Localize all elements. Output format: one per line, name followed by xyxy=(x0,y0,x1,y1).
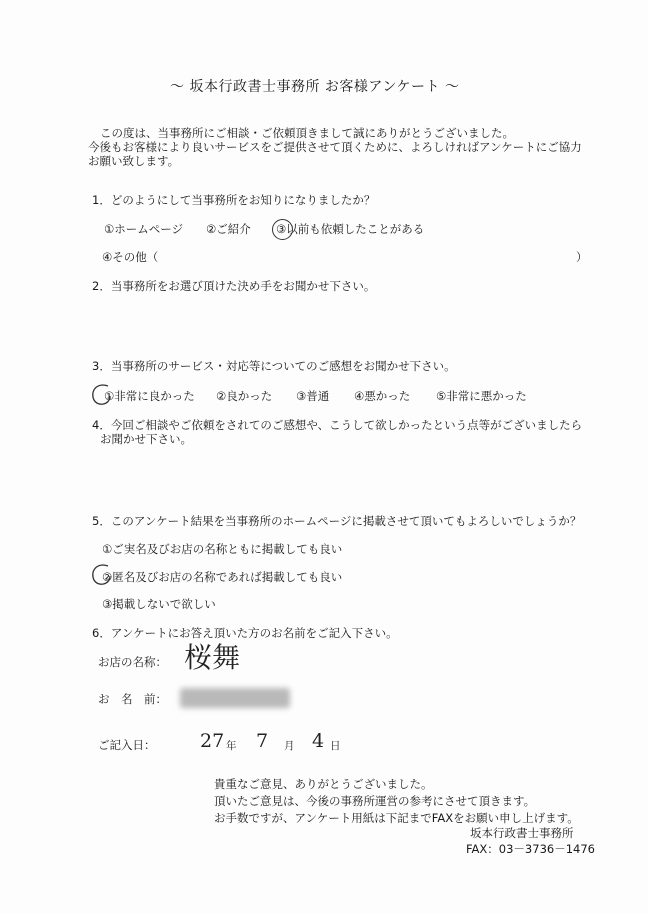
date-year-value[interactable]: 27 xyxy=(200,730,225,752)
q1-option-3[interactable]: ③以前も依頼したことがある xyxy=(276,222,425,236)
intro-line-2: 今後もお客様により良いサービスをご提供させて頂くために、よろしければアンケートにご協力 xyxy=(88,140,582,154)
customer-name-redacted xyxy=(180,688,290,708)
q3-option-1[interactable]: ①非常に良かった xyxy=(104,389,195,403)
q5-option-3[interactable]: ③掲載しないで欲しい xyxy=(102,597,216,611)
office-fax: FAX：03－3736－1476 xyxy=(466,842,595,856)
intro-line-3: お願い致します。 xyxy=(88,154,180,168)
q6-question: 6．アンケートにお答え頂いた方のお名前をご記入下さい。 xyxy=(92,626,398,640)
office-name: 坂本行政書士事務所 xyxy=(470,826,574,840)
closing-line-1: 貴重なご意見、ありがとうございました。 xyxy=(214,777,433,791)
date-day-unit: 日 xyxy=(330,740,341,752)
q3-option-3[interactable]: ③普通 xyxy=(296,389,330,403)
closing-line-2: 頂いたご意見は、今後の事務所運営の参考にさせて頂きます。 xyxy=(214,794,536,808)
q1-question: 1．どのようにして当事務所をお知りになりましたか？ xyxy=(92,193,376,207)
q4-question-line-1: 4．今回ご相談やご依頼をされてのご感想や、こうして欲しかったという点等がございましたら xyxy=(92,418,583,432)
closing-line-3: お手数ですが、アンケート用紙は下記までFAXをお願い申し上げます。 xyxy=(214,811,579,825)
date-year-unit: 年 xyxy=(226,740,237,752)
shop-name-label: お店の名称： xyxy=(98,655,167,669)
q3-question: 3．当事務所のサービス・対応等についてのご感想をお聞かせ下さい。 xyxy=(92,359,456,373)
q3-selection-circle xyxy=(88,380,116,408)
page-title: 〜 坂本行政書士事務所 お客様アンケート 〜 xyxy=(170,79,460,95)
q5-question: 5．このアンケート結果を当事務所のホームページに掲載させて頂いてもよろしいでしょうか？ xyxy=(92,514,582,528)
q3-option-4[interactable]: ④悪かった xyxy=(354,389,411,403)
q1-option-4-close: ） xyxy=(576,250,588,264)
q5-option-1[interactable]: ①ご実名及びお店の名称ともに掲載しても良い xyxy=(102,542,343,556)
date-day-value[interactable]: 4 xyxy=(312,730,325,752)
q2-question: 2．当事務所をお選び頂けた決め手をお聞かせ下さい。 xyxy=(92,279,376,293)
q1-option-4[interactable]: ④その他（ xyxy=(102,250,159,264)
q3-option-2[interactable]: ②良かった xyxy=(216,389,273,403)
date-label: ご記入日： xyxy=(98,738,156,752)
q4-question-line-2: お聞かせ下さい。 xyxy=(100,432,192,446)
date-month-value[interactable]: 7 xyxy=(256,730,269,752)
date-month-unit: 月 xyxy=(284,740,295,752)
shop-name-value[interactable]: 桜舞 xyxy=(184,641,241,674)
customer-name-label: お 名 前： xyxy=(98,692,167,706)
intro-line-1: この度は、当事務所にご相談・ご依頼頂きまして誠にありがとうございました。 xyxy=(100,126,514,140)
q3-option-5[interactable]: ⑤非常に悪かった xyxy=(436,389,527,403)
q1-option-2[interactable]: ②ご紹介 xyxy=(206,222,251,236)
q1-selection-circle xyxy=(272,219,293,240)
q5-option-2[interactable]: ②匿名及びお店の名称であれば掲載しても良い xyxy=(102,570,343,584)
q5-selection-circle xyxy=(88,561,116,589)
q1-option-1[interactable]: ①ホームページ xyxy=(104,222,184,236)
